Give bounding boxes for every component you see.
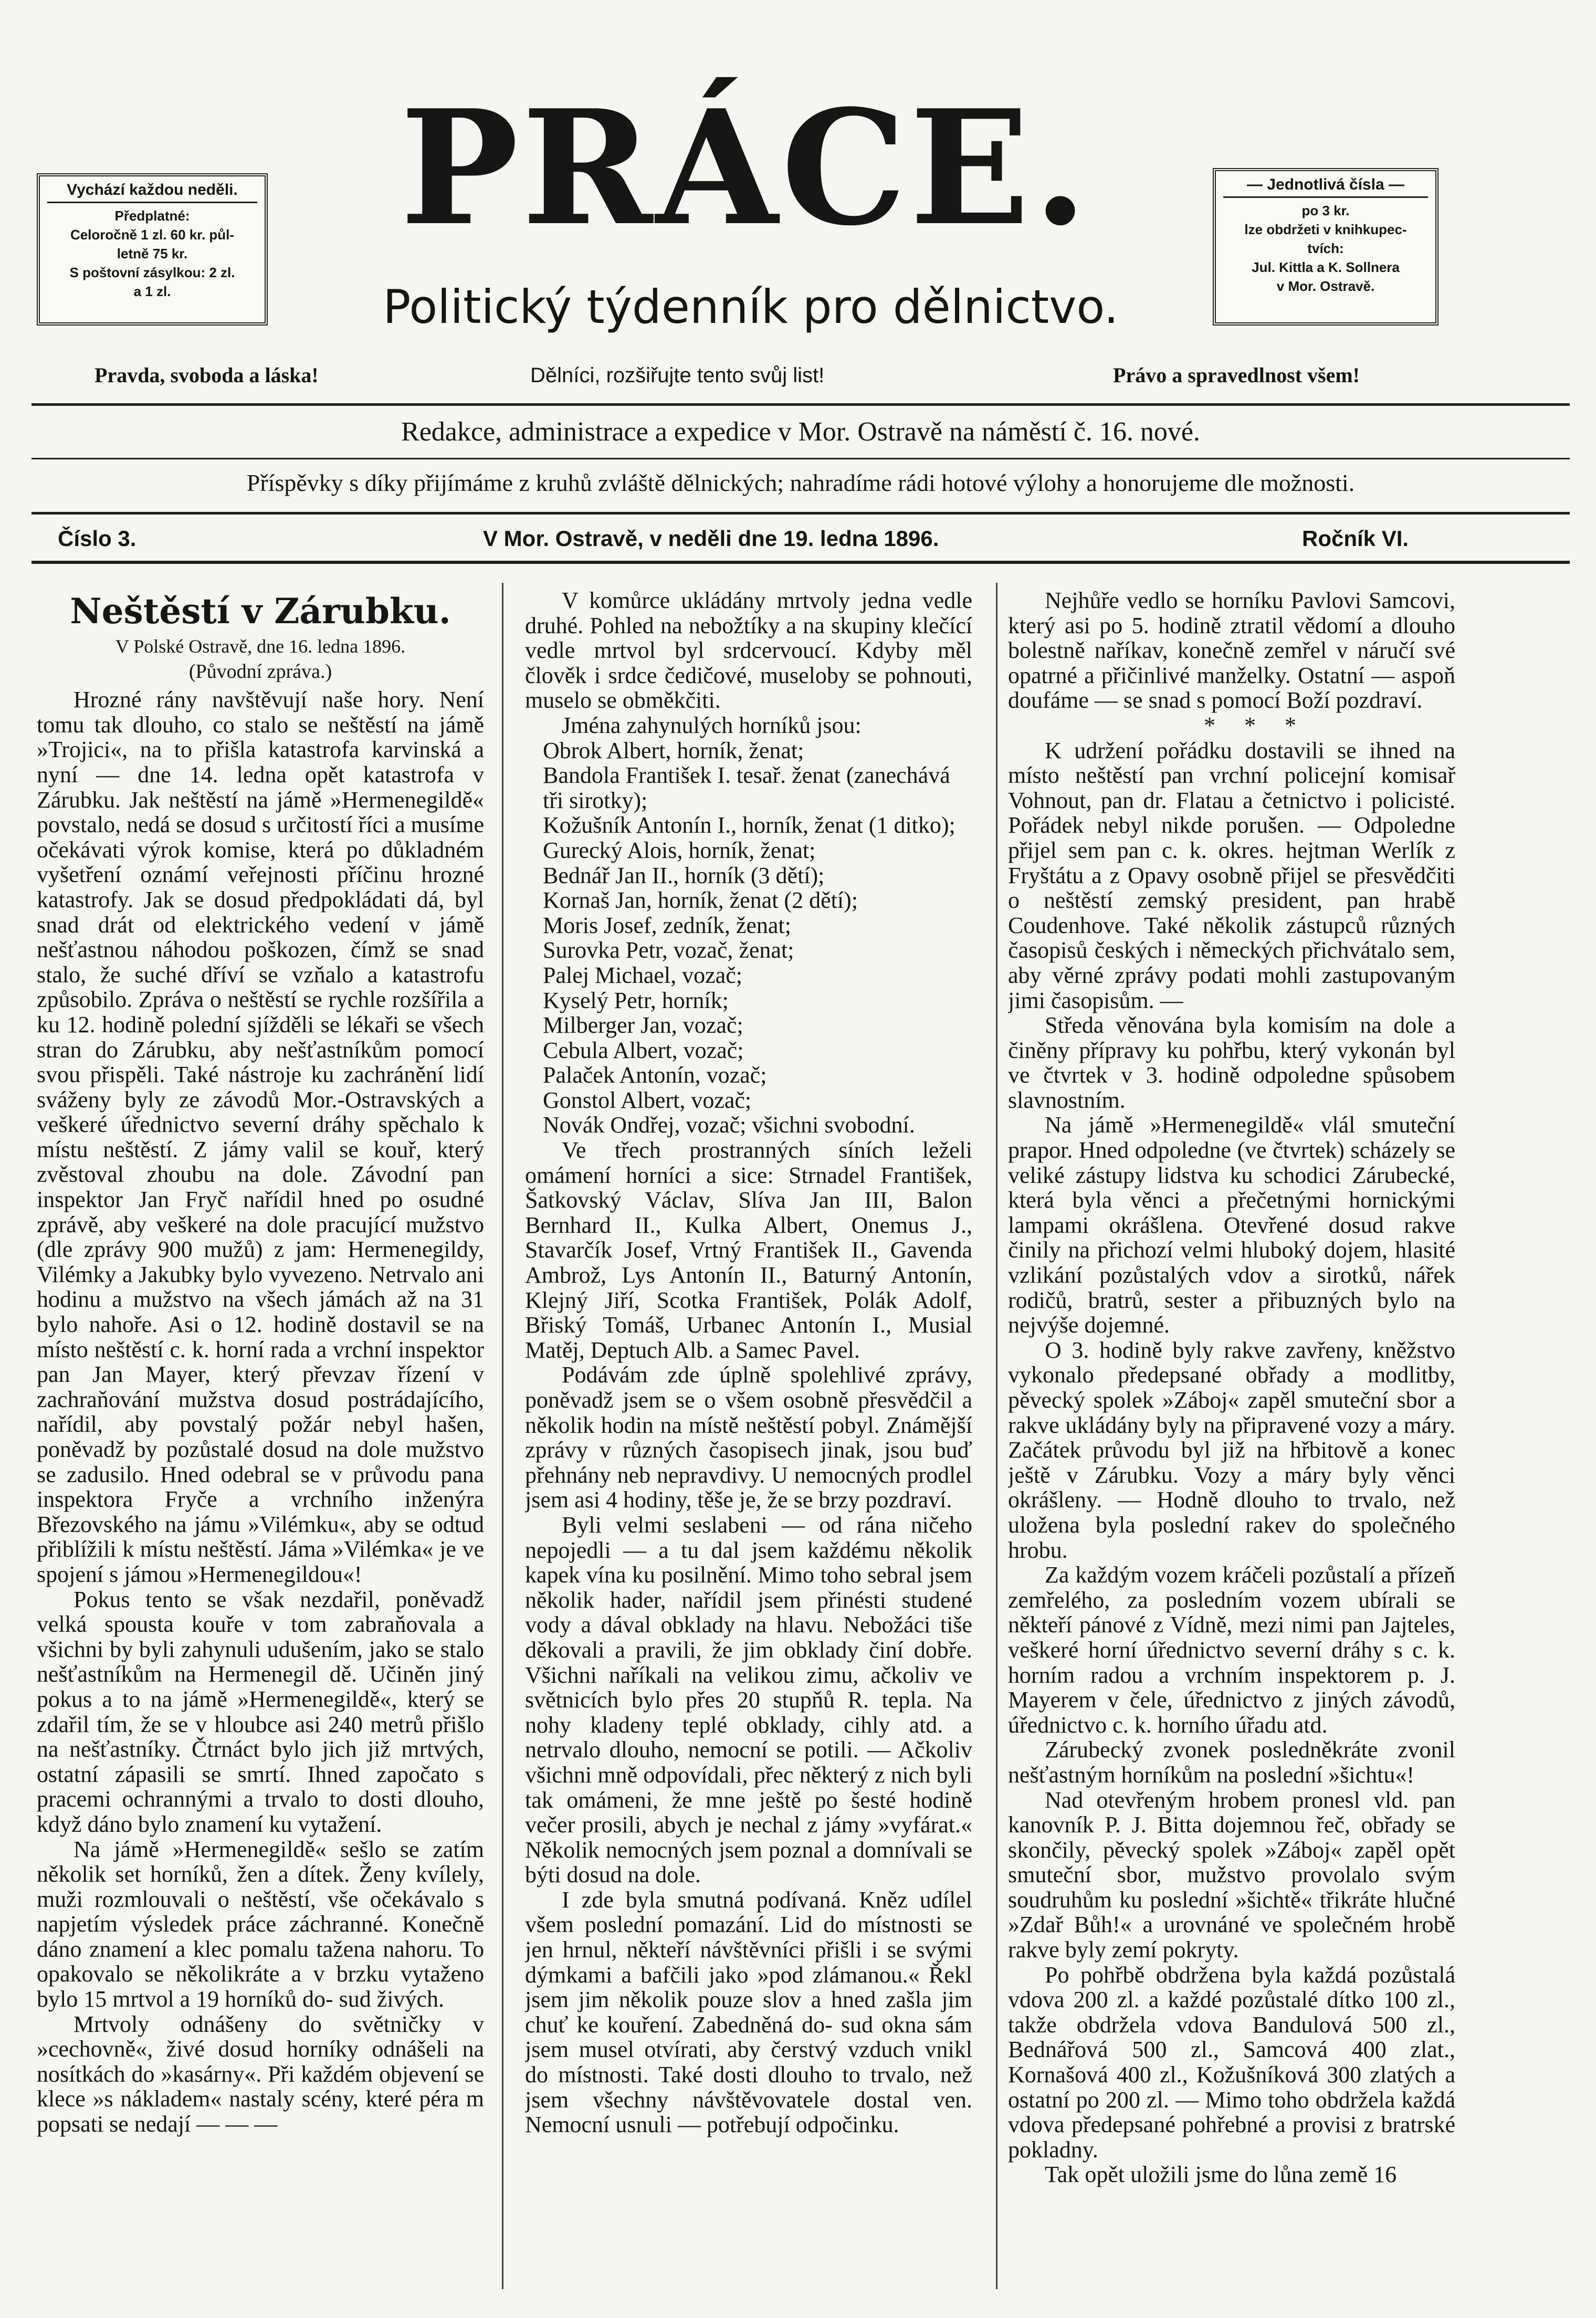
- subscription-box-line: letně 75 kr.: [117, 246, 188, 261]
- article-column-2: [525, 588, 972, 2289]
- contributions-notice: Příspěvky s díky přijímáme z kruhů zvláště dělnických; nahradíme rádi hotové výlohy a honorujeme dle možnosti.: [246, 469, 1355, 496]
- list-item: Milberger Jan, vozač;: [543, 1012, 743, 1039]
- article-column-1: [37, 588, 484, 2289]
- victims-heading: Jména zahynulých horníků jsou:: [562, 712, 862, 738]
- article-paragraph: Hrozné rány navštěvují naše hory. Není tomu tak dlouho, co stalo se neštěstí na jámě »Trojici«, na to přišla katastrofa karvinská a nyní — dne 14. ledna opět katastrofa v Zárubku. Jak neštěstí na jámě »Hermenegildě« povstalo, nedá se dosud s určitostí říci a musíme očekávati výrok komise, která po důkladném vyšetření oznámí veřejnosti příčinu hrozné katastrofy. Jak se dosud předpokládati dá, byl snad drát od elektrického vedení v jámě nešťastnou náhodou poškozen, čímž se snad stalo, že suché dříví se vzňalo a katastrofu způsobilo. Zpráva o neštěstí se rychle rozšířila a ku 12. hodině polední sjížděli se lékaři se všech stran do Zárubku, aby nešťastníkům pomocí svou přispěli. Také nástroje ku zachránění lidí sváženy byly ze závodů Mor.-Ostravských a veškeré úřednictvo severní dráhy spěchalo k místu neštěstí. Z jámy valil se kouř, který zvěstoval zhoubu na dole. Závodní pan inspektor Jan Fryč nařídil hned po osudné zprávě, aby veškeré na dole pracující mužstvo (dle zprávy 900 mužů) z jam: Hermenegildy, Vilémky a Jakubky bylo vyvezeno. Netrvalo ani hodinu a mužstvo na všech jámách až na 31 bylo nahoře. Asi o 12. hodině dostavil se na místo neštěstí c. k. horní rada a vrchní inspektor pan Jan Mayer, který převzav řízení v zachraňování mužstva dosud postrádajícího, nařídil, aby povstalý požár nebyl hašen, poněvadž by pozůstalé dosud na dole mužstvo se zadusilo. Hned odebral se v průvodu pana inspektora Fryče a vrchního inženýra Březovského na jámu »Vilémku«, aby se odtud přiblížili k místu neštěstí. Jáma »Vilémka« je ve spojení s jámou »Hermenegildou«!: [37, 687, 484, 1587]
- article-paragraph: Nejhůře vedlo se horníku Pavlovi Samcovi, který asi po 5. hodině ztratil vědomí a dlouho bolestně naříkav, konečně zemřel v náručí své opatrné a přičinlivé manželky. Ostatní — aspoň doufáme — se snad s pomocí Boží pozdraví.: [1008, 588, 1455, 714]
- issue-date: V Mor. Ostravě, v neděli dne 19. ledna 1896.: [483, 526, 939, 551]
- subscription-box-line: S poštovní zásylkou: 2 zl.: [69, 265, 235, 280]
- motto-left: Pravda, svoboda a láska!: [94, 363, 319, 387]
- article-paragraph: Tak opět uložili jsme do lůna země 16: [1045, 2162, 1397, 2188]
- page-title: PRÁCE.: [400, 75, 1091, 260]
- list-item: Gonstol Albert, vozač;: [543, 1087, 752, 1113]
- list-item: Surovka Petr, vozač, ženat;: [543, 937, 794, 963]
- article-paragraph: Zárubecký zvonek posledněkráte zvonil nešťastným horníkům na poslední »šichtu«!: [1008, 1737, 1455, 1788]
- article-paragraph: K udržení pořádku dostavili se ihned na místo neštěstí pan vrchní policejní komisař Vohnout, pan dr. Flatau a četnictvo i policisté. Pořádek nebyl nikde porušen. — Odpoledne přijel sem pan c. k. okres. hejtman Werlík z Fryštátu a z Opavy osobně přijel se přesvědčiti o neštěstí zemský president, pan hrabě Coudenhove. Také několik zástupců různých časopisů českých i německých přichvátalo sem, aby věrné zprávy podati mohli zastupovaným jimi časopisům. —: [1008, 737, 1455, 1013]
- article-paragraph: O 3. hodině byly rakve zavřeny, kněžstvo vykonalo předepsané obřady a modlitby, pěvecký spolek »Záboj« zapěl smuteční sbor a rakve ukládány byly na připravené vozy a máry. Začátek průvodu byl již na hřbitově a konec ještě v Zárubku. Vozy a máry byly věnci okrášleny. — Hodně dlouho to trvalo, než uložena byla poslední rakev do společného hrobu.: [1008, 1337, 1455, 1563]
- divider: [32, 403, 1570, 406]
- article-paragraph: Ve třech prostranných síních leželi omámení horníci a sice: Strnadel František, Šatkovský Václav, Slíva Jan III, Balon Bernhard II., Kulka Albert, Onemus J., Stavarčík Josef, Vrtný František II., Gavenda Ambrož, Lys Antonín II., Baturný Antonín, Klejný Jiří, Scotka František, Polák Adolf, Břiský Tomáš, Urbanec Antonín I., Musial Matěj, Deptuch Alb. a Samec Pavel.: [525, 1137, 972, 1363]
- list-item: Novák Ondřej, vozač; všichni svobodní.: [543, 1112, 915, 1138]
- article-paragraph: Na jámě »Hermenegildě« vlál smuteční prapor. Hned odpoledne (ve čtvrtek) scházely se veliké zástupy lidstva ku schodici Zárubecké, která byla věnci a přečetnými hornickými lampami okrášlena. Otevřené dosud rakve činily na přichozí velmi hluboký dojem, hlasité vzlikání pozůstalých vdov a sirotků, nářek rodičů, bratrů, sester a přibuzných bylo na nejvýše dojemné.: [1008, 1112, 1455, 1338]
- section-ornament: * * *: [1204, 712, 1296, 738]
- issue-volume: Ročník VI.: [1302, 526, 1409, 551]
- list-item: Bednář Jan II., horník (3 dětí);: [543, 862, 825, 888]
- divider: [32, 561, 1570, 564]
- list-item: Moris Josef, zedník, ženat;: [543, 912, 791, 938]
- article-paragraph: Mrtvoly odnášeny do světničky v »cechovně«, živé dosud horníky odnášeli na nosítkách do »kasárny«. Při každém objevení se klece »s nákladem« nastaly scény, které péra m popsati se nedají — — —: [37, 2011, 484, 2137]
- column-divider: [502, 583, 503, 2289]
- article-headline: Neštěstí v Zárubku.: [70, 591, 451, 632]
- single-issue-box-line: v Mor. Ostravě.: [1276, 278, 1375, 294]
- page-subtitle: Politický týdenník pro dělnictvo.: [383, 280, 1119, 334]
- subscription-box-line: Celoročně 1 zl. 60 kr. půl-: [70, 227, 235, 243]
- single-issue-box-line: lze obdržeti v knihkupec-: [1244, 222, 1407, 237]
- article-column-3: [1008, 588, 1455, 2289]
- single-issue-box-line: tvích:: [1307, 240, 1344, 256]
- single-issue-box: [1213, 168, 1438, 326]
- article-paragraph: V komůrce ukládány mrtvoly jedna vedle druhé. Pohled na nebožtíky a na skupiny klečící vedle mrtvol byl srdcervoucí. Kdyby měl člověk i srdce čedičové, museloby se pohnouti, muselo se obměkčiti.: [525, 588, 972, 714]
- list-item: Kyselý Petr, horník;: [543, 987, 729, 1013]
- subscription-box-heading: Vychází každou neděli.: [47, 181, 257, 203]
- single-issue-box-heading: — Jednotlivá čísla —: [1223, 175, 1428, 198]
- list-item: Kožušník Antonín I., horník, ženat (1 ditko);: [543, 812, 956, 838]
- article-paragraph: Na jámě »Hermenegildě« sešlo se zatím několik set horníků, žen a dítek. Ženy kvílely, muži rozmlouvali o neštěstí, vše očekávalo s napjetím výsledek práce záchranné. Konečně dáno znamení a klec pomalu tažena nahoru. To opakovalo se několikráte a v brzku vytaženo bylo 15 mrtvol a 19 horníků do- sud živých.: [37, 1836, 484, 2012]
- article-paragraph: Podávám zde úplně spolehlivé zprávy, poněvadž jsem se o všem osobně přesvědčil a několik hodin na místě neštěstí pobyl. Známější zprávy v různých časopisech jinak, jsou buď přehnány neb nepravdivy. U nemocných prodlel jsem asi 4 hodiny, těše je, že se brzy pozdraví.: [525, 1362, 972, 1513]
- article-paragraph: Nad otevřeným hrobem pronesl vld. pan kanovník P. J. Bitta dojemnou řeč, obřady se skončily, pěvecký spolek »Záboj« zapěl opět smuteční sbor, mužstvo provolalo svým soudruhům ku poslední »šichtě« třikráte hlučné »Zdař Bůh!« a urovnáné ve společném hrobě rakve byly zemí pokryty.: [1008, 1787, 1455, 1963]
- article-paragraph: Byli velmi seslabeni — od rána ničeho nepojedli — a tu dal jsem každému několik kapek vína ku posilnění. Mimo toho sebral jsem několik hader, nařídil jsem přinésti studené vody a dával obklady na hlavu. Nebožáci tiše děkovali a pravili, že jim obklady činí dobře. Všichni naříkali na velikou zimu, ačkoliv ve světnicích bylo přes 20 stupňů R. tepla. Na nohy kladeny teplé obklady, cihly atd. a netrvalo dlouho, nemocní se potili. — Ačkoliv všichni mně odpovídali, přec některý z nich byli tak omámeni, že mne ještě po šesté hodině večer prosili, abych je nechal z jámy »vyfárat.« Několik nemocných jsem poznal a domnívali se býti dosud na dole.: [525, 1512, 972, 1888]
- list-item: Palaček Antonín, vozač;: [543, 1062, 767, 1088]
- list-item: Cebula Albert, vozač;: [543, 1037, 744, 1063]
- list-item: Obrok Albert, horník, ženat;: [543, 737, 804, 763]
- subscription-box-line: a 1 zl.: [133, 284, 171, 299]
- article-paragraph: Středa věnována byla komisím na dole a činěny přípravy ku pohřbu, který vykonán byl ve čtvrtek v 3. hodině odpoledne spůsobem slavnostním.: [1008, 1012, 1455, 1113]
- single-issue-box-line: po 3 kr.: [1301, 203, 1350, 218]
- subscription-box: [37, 173, 268, 326]
- article-paragraph: Pokus tento se však nezdařil, poněvadž velká spousta kouře v tom zabraňovala a všichni by byli zahynuli udušením, jako se stalo nešťastníkům na Hermenegil dě. Učiněn jiný pokus a to na jámě »Hermenegildě«, který se zdařil tím, že se v hloubce asi 240 metrů přišlo na nešťastníky. Čtrnáct bylo jich již mrtvých, ostatní zápasili se smrtí. Ihned započato s pracemi ochrannými a trvalo to dosti dlouho, když dáno bylo znamení ku vytažení.: [37, 1586, 484, 1837]
- article-dateline: V Polské Ostravě, dne 16. ledna 1896.: [115, 636, 406, 657]
- list-item: Kornaš Jan, horník, ženat (2 dětí);: [543, 887, 858, 914]
- subscription-box-line: Předplatné:: [114, 208, 190, 224]
- article-paragraph: I zde byla smutná podívaná. Kněz udílel všem poslední pomazání. Lid do místnosti se jen hrnul, někteří návštěvníci přišli i se svými dýmkami a bafčili jako »pod zlámanou.« Řekl jsem jim několik pouze slov a hned zašla jim chuť ke kouření. Zabedněná do- sud okna sám jsem musel otvírati, aby čerstvý vzduch vnikl do místnosti. Také dosti dlouho to trvalo, než jsem všechny návštěvovatele dostal ven. Nemocní usnuli — potřebují odpočinku.: [525, 1886, 972, 2138]
- issue-number: Číslo 3.: [58, 526, 136, 551]
- column-divider: [996, 583, 998, 2289]
- motto-center: Dělníci, rozšiřujte tento svůj list!: [530, 364, 825, 387]
- list-item: Gurecký Alois, horník, ženat;: [543, 837, 816, 863]
- list-item: Bandola František I. tesař. ženat (zanechává tři sirotky);: [543, 762, 950, 813]
- motto-right: Právo a spravedlnost všem!: [1113, 363, 1360, 387]
- article-source: (Původní zpráva.): [188, 660, 332, 683]
- article-paragraph: Za každým vozem kráčeli pozůstalí a přízeň zemřelého, za posledním vozem ubírali se někteří pánové z Vídně, mezi nimi pan Jajteles, veškeré horní úřednictvo severní dráhy s c. k. horním radou a vrchním inspektorem p. J. Mayerem v čele, úřednictvo z jiných závodů, úřednictvo c. k. horního úřadu atd.: [1008, 1562, 1455, 1738]
- victims-list: [525, 738, 972, 1138]
- single-issue-box-line: Jul. Kittla a K. Sollnera: [1252, 259, 1400, 275]
- divider: [32, 458, 1570, 459]
- editorial-address: Redakce, administrace a expedice v Mor. Ostravě na náměstí č. 16. nové.: [401, 417, 1200, 447]
- divider: [32, 512, 1570, 515]
- list-item: Palej Michael, vozač;: [543, 962, 742, 988]
- article-paragraph: Po pohřbě obdržena byla každá pozůstalá vdova 200 zl. a každé pozůstalé dítko 100 zl., takže obdržela vdova Bandulová 500 zl., Bednářová 500 zl., Samcová 400 zlat., Kornašová 400 zl., Kožušníková 300 zlatých a ostatní po 200 zl. — Mimo toho obdržela každá vdova předepsané pohřebné a provisi z bratrské pokladny.: [1008, 1962, 1455, 2163]
